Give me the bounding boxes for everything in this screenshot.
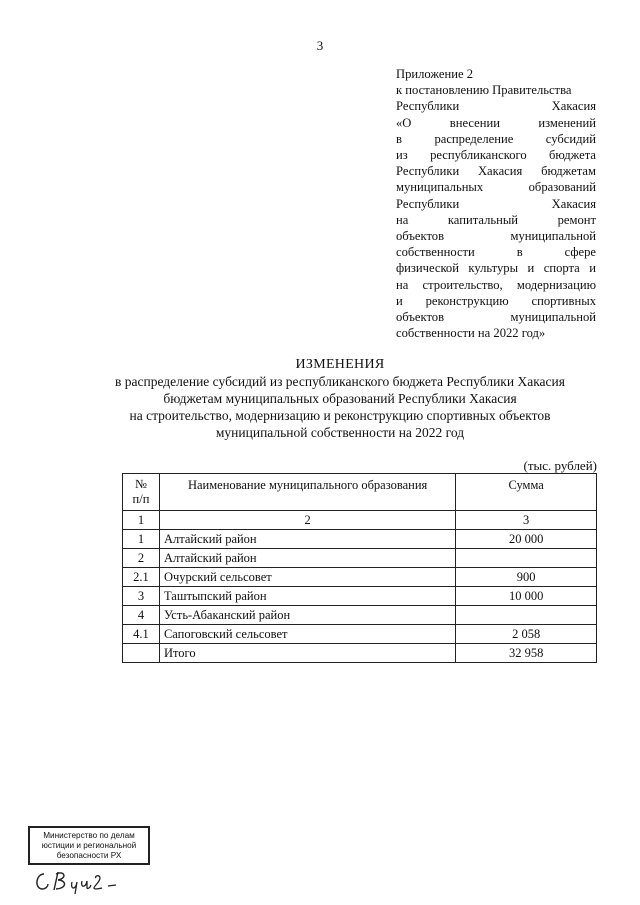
- row-sum: 20 000: [456, 530, 597, 549]
- appendix-line: на капитальный ремонт: [396, 212, 596, 227]
- ministry-stamp: [28, 826, 150, 865]
- row-name: Таштыпский район: [159, 587, 455, 606]
- heading-title: ИЗМЕНЕНИЯ: [295, 357, 385, 372]
- row-name: Итого: [159, 644, 455, 663]
- heading-line: в распределение субсидий из республиканского бюджета Республики Хакасия: [115, 374, 565, 389]
- column-number: 1: [123, 511, 160, 530]
- appendix-line: Приложение 2: [396, 67, 474, 81]
- table-row: [123, 549, 597, 568]
- row-number: 1: [123, 530, 160, 549]
- row-number: [123, 644, 160, 663]
- header-number: [123, 474, 160, 511]
- stamp-line: Министерство по делам: [43, 831, 135, 840]
- table-header-row: [123, 474, 597, 511]
- stamp-line: юстиции и региональной: [41, 841, 137, 850]
- appendix-line: объектов муниципальной: [396, 229, 596, 244]
- appendix-line: физической культуры и спорта и: [396, 261, 596, 276]
- row-sum: [456, 606, 597, 625]
- table-row: [123, 530, 597, 549]
- appendix-line: из республиканского бюджета: [396, 148, 596, 163]
- table-row: [123, 625, 597, 644]
- appendix-line: объектов муниципальной: [396, 310, 596, 325]
- row-sum: 2 058: [456, 625, 597, 644]
- row-sum: [456, 549, 597, 568]
- signature-scribble: [30, 866, 120, 896]
- subsidies-table: [122, 473, 597, 663]
- row-number: 3: [123, 587, 160, 606]
- page-number: 3: [316, 38, 324, 53]
- appendix-note: [396, 66, 596, 341]
- column-number-row: [123, 511, 597, 530]
- row-number: 4.1: [123, 625, 160, 644]
- row-name: Алтайский район: [159, 530, 455, 549]
- row-sum: 32 958: [456, 644, 597, 663]
- row-name: Очурский сельсовет: [159, 568, 455, 587]
- row-number: 2.1: [123, 568, 160, 587]
- row-number: 2: [123, 549, 160, 568]
- row-name: Алтайский район: [159, 549, 455, 568]
- table-row: [123, 606, 597, 625]
- appendix-line: Республики Хакасия бюджетам: [396, 164, 596, 179]
- appendix-line: к постановлению Правительства: [396, 83, 572, 98]
- appendix-line: муниципальных образований: [396, 180, 596, 195]
- header-number-line2: п/п: [132, 492, 150, 506]
- stamp-line: безопасности РХ: [56, 851, 122, 860]
- row-sum: 10 000: [456, 587, 597, 606]
- header-sum: Сумма: [456, 474, 597, 511]
- appendix-line: и реконструкцию спортивных: [396, 293, 596, 308]
- row-number: 4: [123, 606, 160, 625]
- table-row: [123, 587, 597, 606]
- heading-line: на строительство, модернизацию и реконструкцию спортивных объектов: [129, 408, 551, 423]
- column-number: 3: [456, 511, 597, 530]
- units-label: (тыс. рублей): [523, 458, 597, 473]
- appendix-line: в распределение субсидий: [396, 131, 596, 146]
- row-name: Сапоговский сельсовет: [159, 625, 455, 644]
- column-number: 2: [159, 511, 455, 530]
- row-sum: 900: [456, 568, 597, 587]
- header-name: Наименование муниципального образования: [159, 474, 455, 511]
- document-heading: [60, 356, 620, 441]
- header-number-line1: №: [135, 477, 147, 491]
- table-total-row: [123, 644, 597, 663]
- appendix-line: на строительство, модернизацию: [396, 277, 596, 292]
- appendix-line: Республики Хакасия: [396, 99, 596, 114]
- handwritten-signature: [30, 866, 120, 901]
- heading-line: бюджетам муниципальных образований Республики Хакасия: [163, 391, 517, 406]
- row-name: Усть-Абаканский район: [159, 606, 455, 625]
- appendix-line: Республики Хакасия: [396, 196, 596, 211]
- heading-line: муниципальной собственности на 2022 год: [215, 425, 465, 440]
- appendix-line: «О внесении изменений: [396, 115, 596, 130]
- appendix-line: собственности на 2022 год»: [396, 326, 546, 341]
- appendix-line: собственности в сфере: [396, 245, 596, 260]
- table-row: [123, 568, 597, 587]
